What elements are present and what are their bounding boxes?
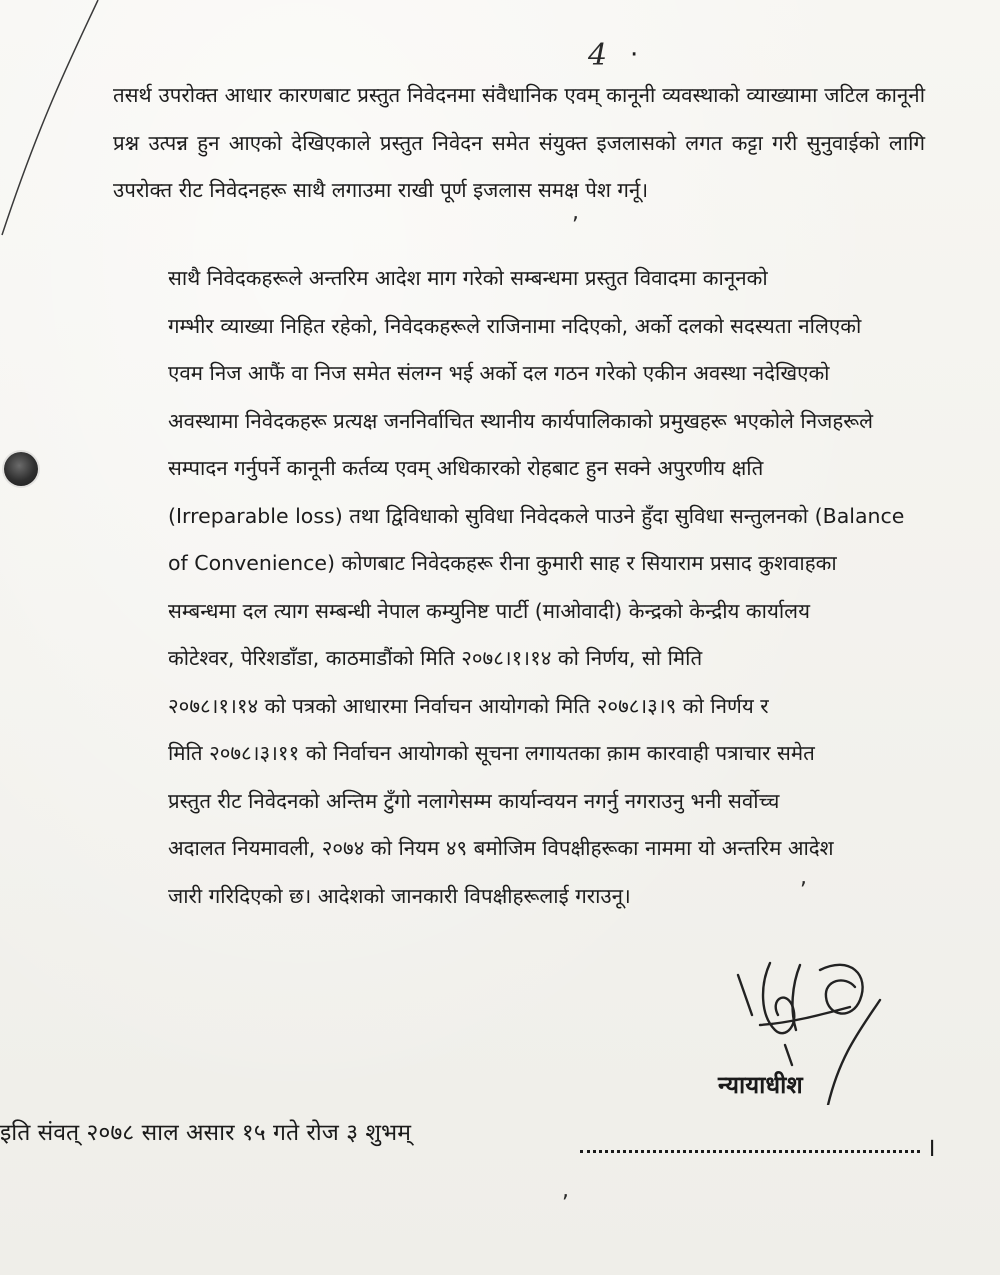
paragraph-two-line: साथै निवेदकहरूले अन्तरिम आदेश माग गरेको सम्बन्धमा प्रस्तुत विवादमा कानूनको <box>168 266 768 290</box>
paragraph-two-line: गम्भीर व्याख्या निहित रहेको, निवेदकहरूले राजिनामा नदिएको, अर्को दलको सदस्यता नलिएको <box>168 313 862 338</box>
paragraph-two-line: सम्बन्धमा दल त्याग सम्बन्धी नेपाल कम्युनिष्ट पार्टी (माओवादी) केन्द्रको केन्द्रीय कार्यालय <box>168 598 810 623</box>
paragraph-one: तसर्थ उपरोक्त आधार कारणबाट प्रस्तुत निवेदनमा संवैधानिक एवम् कानूनी व्यवस्थाको व्याख्यामा जटिल कानूनी प्रश्न उत्पन्न हुन आएको देखिएकाले प्रस्तुत निवेदन समेत संयुक्त इजलासको लगत कट्टा गरी सुनुवाईको लागि उपरोक्त रीट निवेदनहरू साथै लगाउमा राखी पूर्ण इजलास समक्ष पेश गर्नू। <box>113 83 925 202</box>
paragraph-two-line: अवस्थामा निवेदकहरू प्रत्यक्ष जननिर्वाचित स्थानीय कार्यपालिकाको प्रमुखहरू भएकोले निजहरूले <box>168 408 874 433</box>
stray-mark: , <box>572 200 579 225</box>
signature-dotted-line <box>580 1146 920 1153</box>
paragraph-two-line: एवम निज आफैं वा निज समेत संलग्न भई अर्को दल गठन गरेको एकीन अवस्था नदेखिएको <box>168 361 830 385</box>
paragraph-two-line: (Irreparable loss) तथा द्विविधाको सुविधा निवेदकले पाउने हुँदा सुविधा सन्तुलनको (Balance <box>168 503 905 528</box>
paragraph-two-line: प्रस्तुत रीट निवेदनको अन्तिम टुँगो नलागेसम्म कार्यान्वयन नगर्नु नगराउनु भनी सर्वोच्च <box>168 788 780 813</box>
page-number: 4 <box>588 38 608 73</box>
paragraph-two-line: of Convenience) कोणबाट निवेदकहरू रीना कुमारी साह र सियाराम प्रसाद कुशवाहका <box>168 551 837 575</box>
page-number-dot: · <box>630 40 639 70</box>
paragraph-two-line: कोटेश्वर, पेरिशडाँडा, काठमाडौंको मिति २०७८।१।१४ को निर्णय, सो मिति <box>168 646 703 670</box>
judge-title: न्यायाधीश <box>718 1071 803 1099</box>
paragraph-two <box>78 255 958 920</box>
end-mark: । <box>926 1133 936 1163</box>
stray-mark: , <box>562 1178 569 1203</box>
paragraph-two-line: सम्पादन गर्नुपर्ने कानूनी कर्तव्य एवम् अधिकारको रोहबाट हुन सक्ने अपुरणीय क्षति <box>168 456 764 480</box>
punch-hole <box>4 452 38 486</box>
paragraph-two-line: जारी गरिदिएको छ। आदेशको जानकारी विपक्षीहरूलाई गराउनू। <box>168 883 631 908</box>
paragraph-two-line: २०७८।१।१४ को पत्रको आधारमा निर्वाचन आयोगको मिति २०७८।३।९ को निर्णय र <box>168 693 769 718</box>
paragraph-two-line: मिति २०७८।३।११ को निर्वाचन आयोगको सूचना लगायतका क़ाम कारवाही पत्राचार समेत <box>168 741 815 765</box>
stray-mark: , <box>800 865 807 890</box>
paragraph-two-line: अदालत नियमावली, २०७४ को नियम ४९ बमोजिम विपक्षीहरूका नाममा यो अन्तरिम आदेश <box>168 836 834 860</box>
closing-line: इति संवत् २०७८ साल असार १५ गते रोज ३ शुभम् <box>0 1120 411 1146</box>
